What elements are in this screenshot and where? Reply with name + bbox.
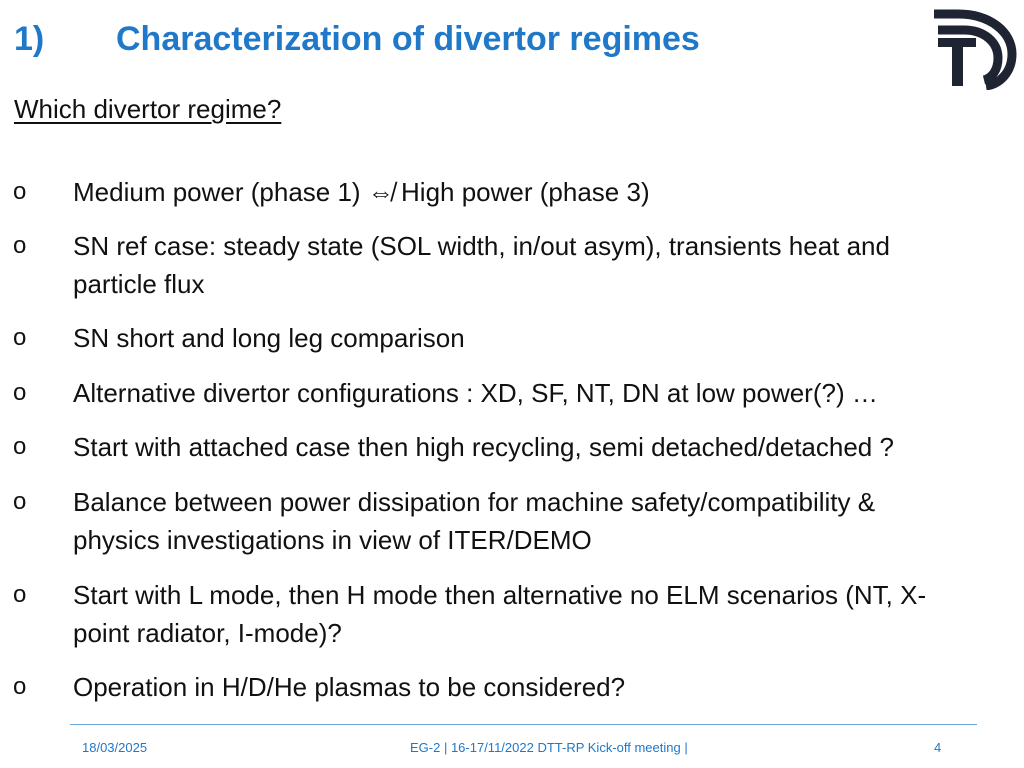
- bullet-text: SN ref case: steady state (SOL width, in/out asym), transients heat and: [73, 231, 890, 261]
- page-number: 4: [934, 740, 942, 755]
- bullet-text: Medium power (phase 1) ⇎ High power (phase 3): [73, 177, 650, 207]
- page-title: Characterization of divertor regimes: [116, 20, 700, 58]
- footer-divider: [70, 724, 977, 725]
- bullet-marker: o: [13, 232, 27, 259]
- bullet-text: Operation in H/D/He plasmas to be considered?: [73, 672, 626, 702]
- bullet-marker: o: [13, 324, 27, 351]
- bullet-text-continued: point radiator, I-mode)?: [73, 618, 342, 648]
- bullet-marker: o: [13, 433, 27, 460]
- dtt-logo: [928, 8, 1018, 90]
- bullet-text: Start with L mode, then H mode then alternative no ELM scenarios (NT, X-: [73, 580, 927, 610]
- bullet-text-continued: particle flux: [73, 269, 205, 299]
- bullet-text: SN short and long leg comparison: [73, 323, 465, 353]
- bullet-text: Alternative divertor configurations : XD, SF, NT, DN at low power(?) …: [73, 378, 878, 408]
- title-number: 1): [14, 20, 45, 58]
- bullet-marker: o: [13, 379, 27, 406]
- bullet-marker: o: [13, 581, 27, 608]
- bullet-text: Balance between power dissipation for machine safety/compatibility &: [73, 487, 876, 517]
- bullet-marker: o: [13, 488, 27, 515]
- subtitle: Which divertor regime?: [14, 94, 282, 124]
- bullet-text-continued: physics investigations in view of ITER/DEMO: [73, 525, 592, 555]
- footer-meeting: EG-2 | 16-17/11/2022 DTT-RP Kick-off meeting |: [410, 740, 688, 755]
- bullet-text: Start with attached case then high recycling, semi detached/detached ?: [73, 432, 894, 462]
- bullet-marker: o: [13, 178, 27, 205]
- bullet-marker: o: [13, 673, 27, 700]
- footer-date: 18/03/2025: [82, 740, 148, 755]
